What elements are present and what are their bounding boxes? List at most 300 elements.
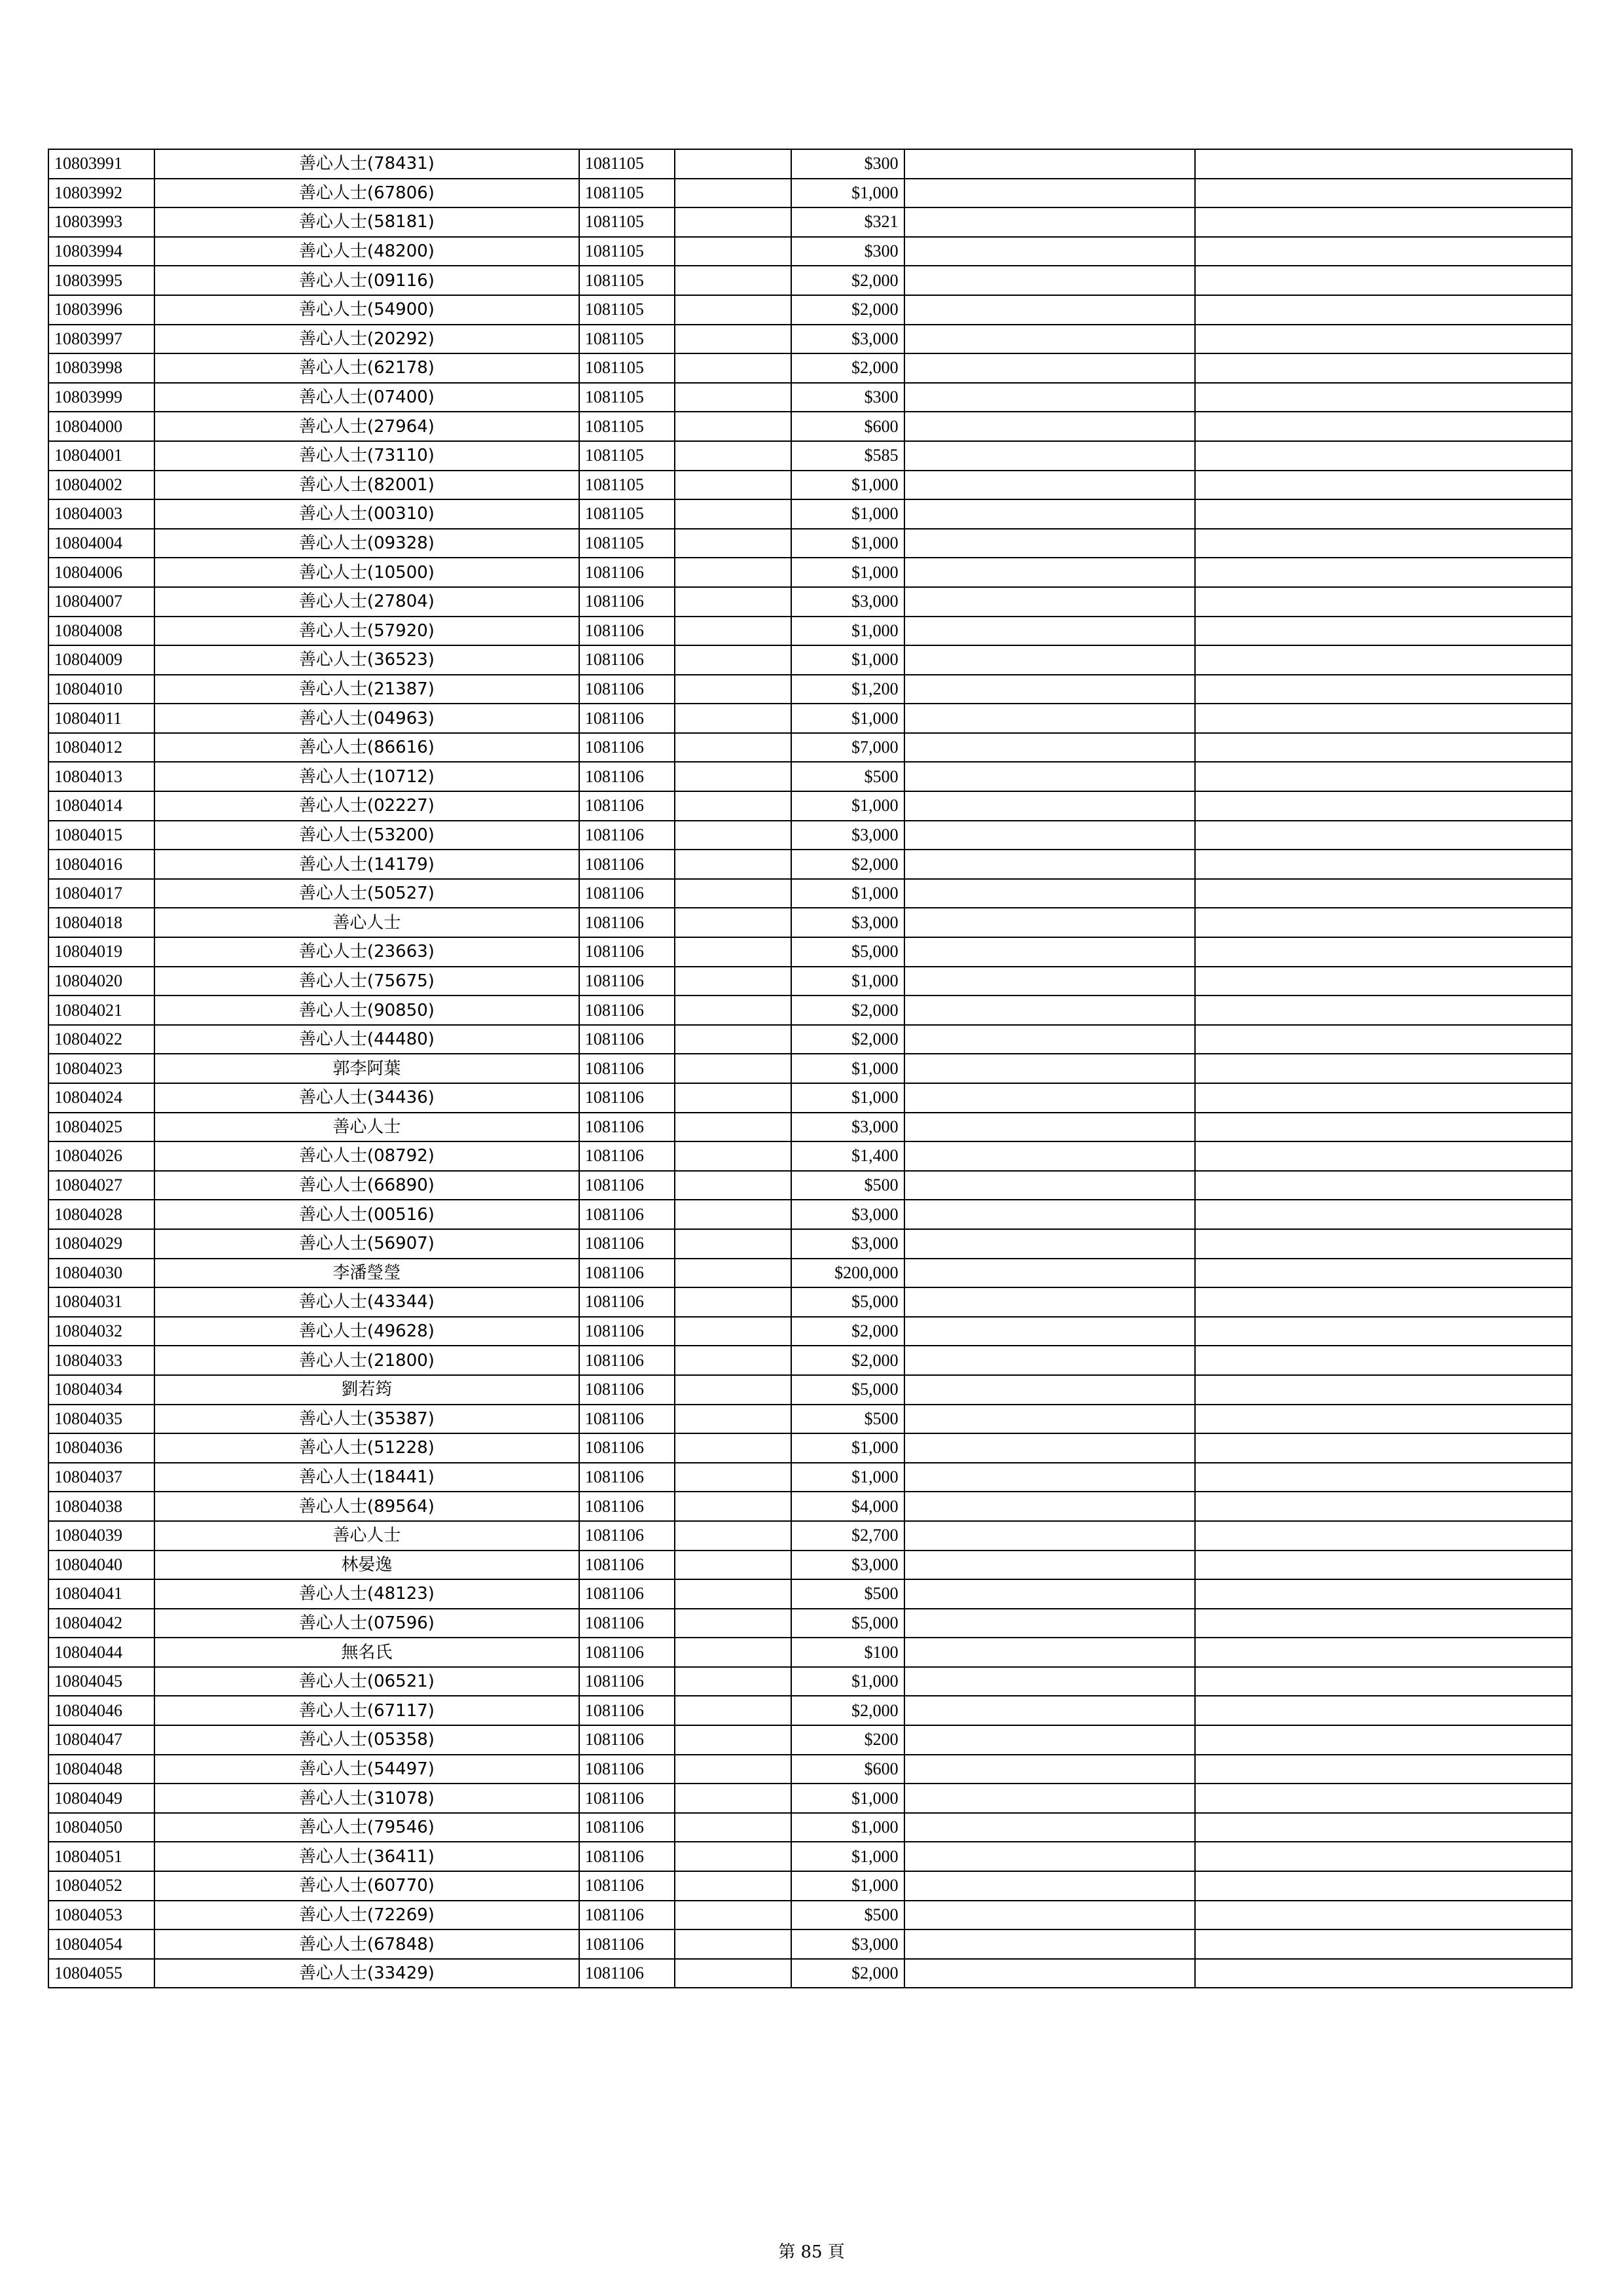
amount-cell: $1,000	[791, 471, 904, 500]
blank-cell	[1195, 850, 1572, 879]
donor-name-cell: 善心人士(05358)	[154, 1725, 579, 1755]
amount-cell: $3,000	[791, 1929, 904, 1959]
table-row	[48, 499, 1572, 529]
blank-cell	[1195, 1317, 1572, 1346]
blank-cell	[904, 266, 1196, 295]
donation-date-cell: 1081106	[579, 1638, 675, 1667]
table-row	[48, 149, 1572, 179]
table-row	[48, 1667, 1572, 1696]
blank-cell	[904, 441, 1196, 471]
table-row	[48, 353, 1572, 383]
amount-cell: $600	[791, 1755, 904, 1784]
donation-date-cell: 1081105	[579, 207, 675, 237]
blank-cell	[675, 471, 791, 500]
donation-date-cell: 1081106	[579, 645, 675, 675]
donor-name-cell: 善心人士(44480)	[154, 1025, 579, 1054]
blank-cell	[675, 1725, 791, 1755]
donor-name-cell: 善心人士(04963)	[154, 704, 579, 733]
blank-cell	[675, 1083, 791, 1113]
blank-cell	[904, 762, 1196, 791]
receipt-number-cell: 10803991	[48, 149, 154, 179]
amount-cell: $3,000	[791, 325, 904, 354]
table-row	[48, 1784, 1572, 1813]
donation-date-cell: 1081105	[579, 179, 675, 208]
blank-cell	[904, 1317, 1196, 1346]
blank-cell	[675, 587, 791, 617]
blank-cell	[675, 1579, 791, 1609]
blank-cell	[675, 1200, 791, 1229]
blank-cell	[904, 967, 1196, 996]
receipt-number-cell: 10804053	[48, 1901, 154, 1930]
donation-date-cell: 1081105	[579, 237, 675, 266]
blank-cell	[675, 1141, 791, 1171]
donor-name-cell: 善心人士(79546)	[154, 1813, 579, 1842]
donation-date-cell: 1081106	[579, 1492, 675, 1521]
donor-name-cell: 善心人士(53200)	[154, 821, 579, 850]
table-row	[48, 1317, 1572, 1346]
receipt-number-cell: 10804054	[48, 1929, 154, 1959]
donor-name-cell: 善心人士	[154, 1113, 579, 1142]
receipt-number-cell: 10804046	[48, 1696, 154, 1725]
blank-cell	[1195, 1083, 1572, 1113]
table-row	[48, 1259, 1572, 1288]
blank-cell	[904, 1579, 1196, 1609]
blank-cell	[1195, 207, 1572, 237]
blank-cell	[1195, 1551, 1572, 1580]
blank-cell	[1195, 1229, 1572, 1259]
blank-cell	[1195, 1842, 1572, 1871]
donor-name-cell: 善心人士(62178)	[154, 353, 579, 383]
blank-cell	[1195, 499, 1572, 529]
donation-table	[48, 149, 1573, 1988]
table-body	[48, 149, 1572, 1988]
table-row	[48, 1813, 1572, 1842]
blank-cell	[904, 1609, 1196, 1638]
blank-cell	[904, 295, 1196, 325]
donation-date-cell: 1081106	[579, 1551, 675, 1580]
blank-cell	[675, 1025, 791, 1054]
blank-cell	[1195, 937, 1572, 967]
blank-cell	[675, 645, 791, 675]
receipt-number-cell: 10804013	[48, 762, 154, 791]
receipt-number-cell: 10804041	[48, 1579, 154, 1609]
table-row	[48, 1287, 1572, 1317]
blank-cell	[904, 149, 1196, 179]
receipt-number-cell: 10804033	[48, 1346, 154, 1375]
table-row	[48, 645, 1572, 675]
receipt-number-cell: 10804018	[48, 908, 154, 937]
donation-date-cell: 1081106	[579, 1113, 675, 1142]
blank-cell	[675, 967, 791, 996]
table-row	[48, 1725, 1572, 1755]
amount-cell: $5,000	[791, 937, 904, 967]
amount-cell: $1,000	[791, 499, 904, 529]
amount-cell: $2,000	[791, 1317, 904, 1346]
amount-cell: $3,000	[791, 908, 904, 937]
blank-cell	[1195, 237, 1572, 266]
blank-cell	[904, 1813, 1196, 1842]
donor-name-cell: 善心人士(35387)	[154, 1405, 579, 1434]
blank-cell	[1195, 1929, 1572, 1959]
donation-date-cell: 1081105	[579, 471, 675, 500]
amount-cell: $5,000	[791, 1287, 904, 1317]
blank-cell	[1195, 1784, 1572, 1813]
donation-date-cell: 1081106	[579, 850, 675, 879]
blank-cell	[1195, 295, 1572, 325]
amount-cell: $2,000	[791, 266, 904, 295]
blank-cell	[1195, 1025, 1572, 1054]
table-row	[48, 733, 1572, 762]
donation-date-cell: 1081106	[579, 1200, 675, 1229]
blank-cell	[1195, 1171, 1572, 1200]
donor-name-cell: 善心人士(90850)	[154, 996, 579, 1025]
receipt-number-cell: 10804011	[48, 704, 154, 733]
table-row	[48, 1551, 1572, 1580]
receipt-number-cell: 10804019	[48, 937, 154, 967]
blank-cell	[675, 441, 791, 471]
blank-cell	[675, 617, 791, 646]
receipt-number-cell: 10803999	[48, 383, 154, 412]
amount-cell: $1,000	[791, 179, 904, 208]
blank-cell	[1195, 821, 1572, 850]
blank-cell	[904, 733, 1196, 762]
blank-cell	[904, 1842, 1196, 1871]
table-row	[48, 207, 1572, 237]
donor-name-cell: 善心人士	[154, 1521, 579, 1551]
donation-date-cell: 1081106	[579, 1901, 675, 1930]
table-row	[48, 791, 1572, 821]
donor-name-cell: 善心人士(00310)	[154, 499, 579, 529]
donor-name-cell: 善心人士(34436)	[154, 1083, 579, 1113]
amount-cell: $1,000	[791, 791, 904, 821]
receipt-number-cell: 10804000	[48, 412, 154, 441]
table-row	[48, 1901, 1572, 1930]
blank-cell	[675, 1113, 791, 1142]
receipt-number-cell: 10804040	[48, 1551, 154, 1580]
table-row	[48, 1959, 1572, 1988]
table-row	[48, 1579, 1572, 1609]
blank-cell	[1195, 266, 1572, 295]
donor-name-cell: 林晏逸	[154, 1551, 579, 1580]
table-row	[48, 325, 1572, 354]
table-row	[48, 850, 1572, 879]
amount-cell: $500	[791, 1171, 904, 1200]
receipt-number-cell: 10804036	[48, 1433, 154, 1463]
blank-cell	[1195, 1141, 1572, 1171]
donation-date-cell: 1081106	[579, 1259, 675, 1288]
amount-cell: $1,000	[791, 1784, 904, 1813]
table-row	[48, 1054, 1572, 1083]
blank-cell	[675, 266, 791, 295]
table-row	[48, 529, 1572, 558]
blank-cell	[904, 791, 1196, 821]
blank-cell	[904, 325, 1196, 354]
donation-date-cell: 1081106	[579, 762, 675, 791]
donation-date-cell: 1081105	[579, 441, 675, 471]
receipt-number-cell: 10804023	[48, 1054, 154, 1083]
blank-cell	[1195, 1813, 1572, 1842]
donor-name-cell: 善心人士(09116)	[154, 266, 579, 295]
donor-name-cell: 善心人士(49628)	[154, 1317, 579, 1346]
donor-name-cell: 善心人士(73110)	[154, 441, 579, 471]
donation-date-cell: 1081106	[579, 1667, 675, 1696]
receipt-number-cell: 10804021	[48, 996, 154, 1025]
blank-cell	[1195, 1667, 1572, 1696]
blank-cell	[1195, 471, 1572, 500]
receipt-number-cell: 10804030	[48, 1259, 154, 1288]
amount-cell: $585	[791, 441, 904, 471]
receipt-number-cell: 10804029	[48, 1229, 154, 1259]
blank-cell	[904, 1025, 1196, 1054]
blank-cell	[675, 1287, 791, 1317]
donor-name-cell: 無名氏	[154, 1638, 579, 1667]
blank-cell	[1195, 1463, 1572, 1492]
donation-date-cell: 1081106	[579, 1287, 675, 1317]
blank-cell	[904, 879, 1196, 908]
donation-date-cell: 1081106	[579, 1784, 675, 1813]
receipt-number-cell: 10804052	[48, 1871, 154, 1901]
blank-cell	[675, 207, 791, 237]
table-row	[48, 1842, 1572, 1871]
table-row	[48, 441, 1572, 471]
donor-name-cell: 善心人士(60770)	[154, 1871, 579, 1901]
table-row	[48, 1638, 1572, 1667]
blank-cell	[904, 471, 1196, 500]
amount-cell: $1,000	[791, 879, 904, 908]
blank-cell	[904, 850, 1196, 879]
donor-name-cell: 善心人士(09328)	[154, 529, 579, 558]
blank-cell	[904, 1929, 1196, 1959]
donation-date-cell: 1081106	[579, 1959, 675, 1988]
blank-cell	[1195, 1638, 1572, 1667]
blank-cell	[904, 1492, 1196, 1521]
amount-cell: $3,000	[791, 1551, 904, 1580]
blank-cell	[1195, 733, 1572, 762]
blank-cell	[1195, 412, 1572, 441]
blank-cell	[1195, 1492, 1572, 1521]
donor-name-cell: 善心人士(14179)	[154, 850, 579, 879]
donor-name-cell: 善心人士(58181)	[154, 207, 579, 237]
donation-date-cell: 1081106	[579, 675, 675, 704]
blank-cell	[675, 1229, 791, 1259]
blank-cell	[675, 558, 791, 587]
blank-cell	[904, 1521, 1196, 1551]
blank-cell	[675, 1492, 791, 1521]
table-row	[48, 1375, 1572, 1405]
donation-date-cell: 1081106	[579, 1463, 675, 1492]
blank-cell	[904, 1083, 1196, 1113]
blank-cell	[904, 383, 1196, 412]
receipt-number-cell: 10803993	[48, 207, 154, 237]
blank-cell	[675, 149, 791, 179]
blank-cell	[904, 1755, 1196, 1784]
blank-cell	[904, 412, 1196, 441]
table-row	[48, 821, 1572, 850]
blank-cell	[1195, 996, 1572, 1025]
table-row	[48, 617, 1572, 646]
blank-cell	[904, 1141, 1196, 1171]
table-row	[48, 1871, 1572, 1901]
blank-cell	[675, 353, 791, 383]
donor-name-cell: 善心人士(21387)	[154, 675, 579, 704]
receipt-number-cell: 10804048	[48, 1755, 154, 1784]
donor-name-cell: 善心人士(27804)	[154, 587, 579, 617]
donor-name-cell: 善心人士(31078)	[154, 1784, 579, 1813]
table-row	[48, 908, 1572, 937]
blank-cell	[904, 1171, 1196, 1200]
donation-date-cell: 1081106	[579, 1317, 675, 1346]
blank-cell	[675, 1784, 791, 1813]
amount-cell: $1,400	[791, 1141, 904, 1171]
blank-cell	[1195, 179, 1572, 208]
donation-date-cell: 1081106	[579, 967, 675, 996]
blank-cell	[675, 179, 791, 208]
blank-cell	[904, 1287, 1196, 1317]
amount-cell: $500	[791, 1579, 904, 1609]
table-row	[48, 937, 1572, 967]
donor-name-cell: 善心人士(08792)	[154, 1141, 579, 1171]
donor-name-cell: 善心人士(36411)	[154, 1842, 579, 1871]
receipt-number-cell: 10804015	[48, 821, 154, 850]
amount-cell: $1,000	[791, 1054, 904, 1083]
blank-cell	[1195, 1521, 1572, 1551]
donor-name-cell: 善心人士(36523)	[154, 645, 579, 675]
blank-cell	[675, 1696, 791, 1725]
table-row	[48, 879, 1572, 908]
blank-cell	[1195, 1755, 1572, 1784]
donation-date-cell: 1081106	[579, 1725, 675, 1755]
amount-cell: $2,700	[791, 1521, 904, 1551]
table-row	[48, 1609, 1572, 1638]
donation-date-cell: 1081106	[579, 937, 675, 967]
donor-name-cell: 善心人士(75675)	[154, 967, 579, 996]
table-row	[48, 295, 1572, 325]
table-row	[48, 1083, 1572, 1113]
receipt-number-cell: 10804003	[48, 499, 154, 529]
blank-cell	[1195, 675, 1572, 704]
receipt-number-cell: 10804002	[48, 471, 154, 500]
blank-cell	[675, 1609, 791, 1638]
donation-date-cell: 1081106	[579, 879, 675, 908]
blank-cell	[1195, 1113, 1572, 1142]
receipt-number-cell: 10804012	[48, 733, 154, 762]
blank-cell	[1195, 149, 1572, 179]
donation-date-cell: 1081106	[579, 1521, 675, 1551]
receipt-number-cell: 10804037	[48, 1463, 154, 1492]
blank-cell	[904, 1551, 1196, 1580]
blank-cell	[675, 499, 791, 529]
blank-cell	[904, 1375, 1196, 1405]
blank-cell	[904, 937, 1196, 967]
amount-cell: $5,000	[791, 1609, 904, 1638]
donor-name-cell: 善心人士(54900)	[154, 295, 579, 325]
donor-name-cell: 善心人士(33429)	[154, 1959, 579, 1988]
donor-name-cell: 善心人士(82001)	[154, 471, 579, 500]
amount-cell: $4,000	[791, 1492, 904, 1521]
donation-date-cell: 1081106	[579, 733, 675, 762]
amount-cell: $7,000	[791, 733, 904, 762]
donor-name-cell: 善心人士(02227)	[154, 791, 579, 821]
table-row	[48, 1113, 1572, 1142]
table-row	[48, 675, 1572, 704]
donation-date-cell: 1081106	[579, 1696, 675, 1725]
amount-cell: $300	[791, 383, 904, 412]
receipt-number-cell: 10804026	[48, 1141, 154, 1171]
blank-cell	[904, 353, 1196, 383]
blank-cell	[1195, 1696, 1572, 1725]
amount-cell: $1,000	[791, 645, 904, 675]
blank-cell	[904, 1667, 1196, 1696]
donor-name-cell: 善心人士(67848)	[154, 1929, 579, 1959]
blank-cell	[675, 675, 791, 704]
receipt-number-cell: 10804034	[48, 1375, 154, 1405]
donation-date-cell: 1081106	[579, 791, 675, 821]
table-row	[48, 383, 1572, 412]
receipt-number-cell: 10804007	[48, 587, 154, 617]
table-row	[48, 1463, 1572, 1492]
blank-cell	[675, 996, 791, 1025]
donor-name-cell: 善心人士(67806)	[154, 179, 579, 208]
receipt-number-cell: 10803994	[48, 237, 154, 266]
donation-date-cell: 1081106	[579, 558, 675, 587]
donor-name-cell: 善心人士	[154, 908, 579, 937]
receipt-number-cell: 10804004	[48, 529, 154, 558]
blank-cell	[904, 1959, 1196, 1988]
blank-cell	[675, 1667, 791, 1696]
blank-cell	[904, 1871, 1196, 1901]
amount-cell: $1,000	[791, 1463, 904, 1492]
blank-cell	[1195, 762, 1572, 791]
table-row	[48, 1405, 1572, 1434]
donor-name-cell: 善心人士(50527)	[154, 879, 579, 908]
amount-cell: $1,200	[791, 675, 904, 704]
receipt-number-cell: 10804027	[48, 1171, 154, 1200]
blank-cell	[675, 1463, 791, 1492]
receipt-number-cell: 10804047	[48, 1725, 154, 1755]
donor-name-cell: 善心人士(06521)	[154, 1667, 579, 1696]
blank-cell	[675, 1842, 791, 1871]
amount-cell: $300	[791, 237, 904, 266]
receipt-number-cell: 10804010	[48, 675, 154, 704]
table-row	[48, 266, 1572, 295]
donation-date-cell: 1081106	[579, 1842, 675, 1871]
donation-date-cell: 1081106	[579, 1929, 675, 1959]
receipt-number-cell: 10803997	[48, 325, 154, 354]
donation-date-cell: 1081106	[579, 908, 675, 937]
donation-date-cell: 1081106	[579, 1375, 675, 1405]
donor-name-cell: 善心人士(43344)	[154, 1287, 579, 1317]
donor-name-cell: 李潘瑩瑩	[154, 1259, 579, 1288]
blank-cell	[1195, 1346, 1572, 1375]
blank-cell	[675, 295, 791, 325]
receipt-number-cell: 10804035	[48, 1405, 154, 1434]
blank-cell	[675, 879, 791, 908]
donor-name-cell: 善心人士(72269)	[154, 1901, 579, 1930]
blank-cell	[904, 207, 1196, 237]
table-row	[48, 1346, 1572, 1375]
donor-name-cell: 善心人士(89564)	[154, 1492, 579, 1521]
donor-name-cell: 郭李阿葉	[154, 1054, 579, 1083]
amount-cell: $2,000	[791, 850, 904, 879]
donor-name-cell: 善心人士(56907)	[154, 1229, 579, 1259]
blank-cell	[1195, 879, 1572, 908]
donation-date-cell: 1081106	[579, 1871, 675, 1901]
table-row	[48, 1229, 1572, 1259]
blank-cell	[675, 1375, 791, 1405]
blank-cell	[904, 1784, 1196, 1813]
donation-date-cell: 1081106	[579, 996, 675, 1025]
table-row	[48, 996, 1572, 1025]
